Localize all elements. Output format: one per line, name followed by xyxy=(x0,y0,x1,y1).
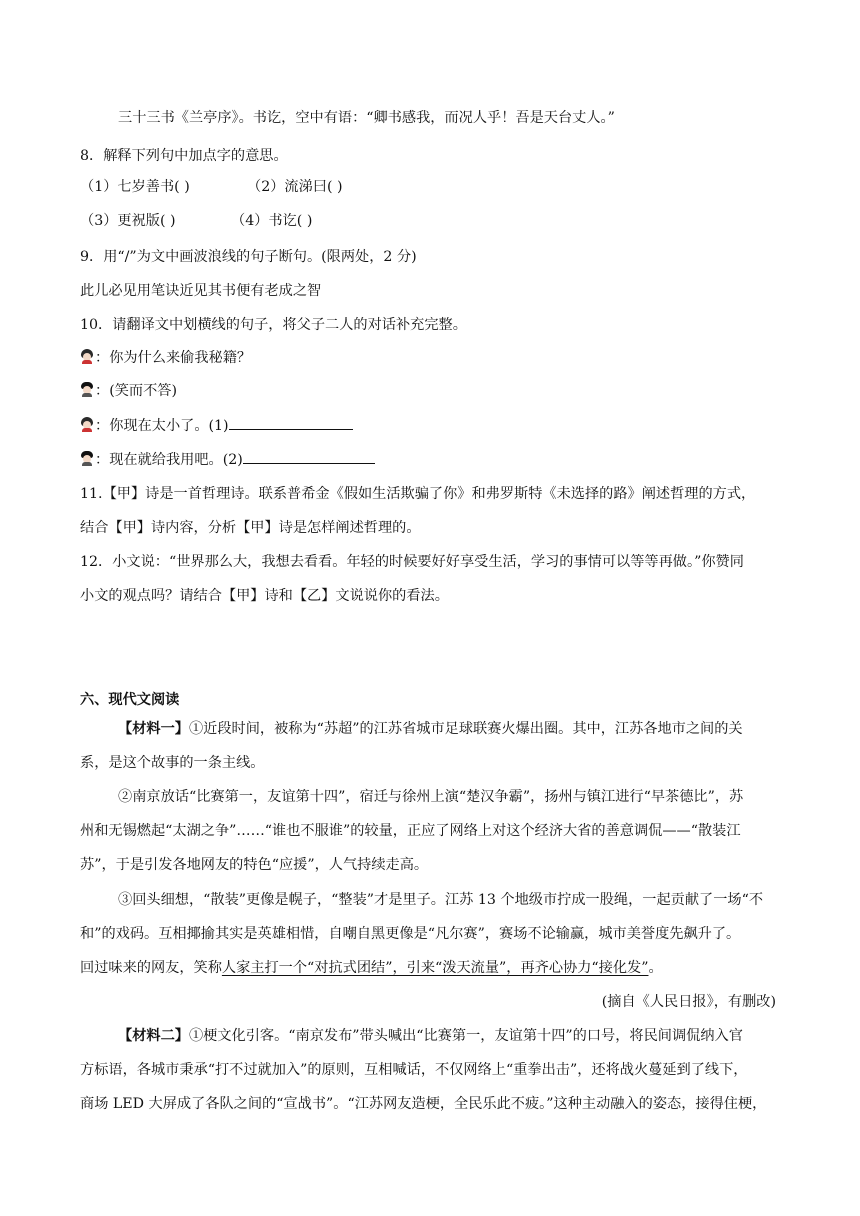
q12-line-2: 小文的观点吗？请结合【甲】诗和【乙】文说说你的看法。 xyxy=(80,588,449,604)
q8-item-1: （1）七岁善书( ) xyxy=(80,179,190,195)
q8-prompt: 8．解释下列句中加点字的意思。 xyxy=(80,148,288,164)
material-2-line-3: 商场 LED 大屏成了各队之间的“宣战书”。“江苏网友造梗，全民乐此不疲。”这种主动融入的姿态，接得住梗， xyxy=(80,1096,767,1112)
plain-text: 回过味来的网友，笑称 xyxy=(80,960,222,976)
q9-sentence: 此儿必见用笔诀近见其书便有老成之智 xyxy=(80,283,322,299)
q10-prompt: 10．请翻译文中划横线的句子，将父子二人的对话补充完整。 xyxy=(80,317,467,333)
material-2-line-2: 方标语，各城市秉承“打不过就加入”的原则，互相喊话，不仅网络上“重拳出击”，还将战火蔓延到了线下， xyxy=(80,1062,748,1078)
dialogue-line-son-2 xyxy=(80,449,375,470)
dialogue-text: ：(笑而不答) xyxy=(95,383,178,399)
material-1-p2-line-3: 苏”，于是引发各地网友的特色“应援”，人气持续走高。 xyxy=(80,857,429,873)
material-1-text: ①近段时间，被称为“苏超”的江苏省城市足球联赛火爆出圈。其中，江苏各地市之间的关 xyxy=(188,721,743,737)
material-1-p3-line-2: 和”的戏码。互相揶揄其实是英雄相惜，自嘲自黑更像是“凡尔赛”，赛场不论输赢，城市美誉度先飙升了。 xyxy=(80,926,741,942)
material-1-line-1 xyxy=(118,719,743,739)
plain-text: 。 xyxy=(648,960,663,976)
dialogue-text: ：现在就给我用吧。(2) xyxy=(95,452,243,468)
material-1-p3-line-3 xyxy=(80,958,663,978)
q12-line-1: 12．小文说：“世界那么大，我想去看看。年轻的时候要好好享受生活，学习的事情可以等等再做。”你赞同 xyxy=(80,554,744,570)
section-heading: 六、现代文阅读 xyxy=(80,692,180,708)
material-1-p2-line-1: ②南京放话“比赛第一，友谊第十四”，宿迁与徐州上演“楚汉争霸”，扬州与镇江进行“早茶德比”，苏 xyxy=(118,789,744,805)
underlined-sentence: 人家主打一个“对抗式团结”，引来“泼天流量”，再齐心协力“接化发” xyxy=(221,960,649,976)
q8-item-2: （2）流涕曰( ) xyxy=(247,179,343,195)
dialogue-text: ：你现在太小了。(1) xyxy=(95,418,229,434)
story-tail-line: 三十三书《兰亭序》。书讫，空中有语：“卿书感我，而况人乎！吾是天台丈人。” xyxy=(118,110,615,126)
material-2-label: 【材料二】 xyxy=(118,1028,189,1044)
q11-line-2: 结合【甲】诗内容，分析【甲】诗是怎样阐述哲理的。 xyxy=(80,520,421,536)
q9-prompt: 9．用“/”为文中画波浪线的句子断句。(限两处，2 分) xyxy=(80,249,417,265)
q8-item-4: （4）书讫( ) xyxy=(231,213,313,229)
dialogue-line-son xyxy=(80,381,177,401)
son-avatar-icon xyxy=(80,451,94,466)
dialogue-line-father-2 xyxy=(80,415,353,436)
answer-blank-2[interactable] xyxy=(243,449,375,464)
material-1-p3-line-1: ③回头细想，“散装”更像是幌子，“整装”才是里子。江苏 13 个地级市拧成一股绳，一起贡献了一场“不 xyxy=(118,892,764,908)
material-2-text: ①梗文化引客。“南京发布”带头喊出“比赛第一，友谊第十四”的口号，将民间调侃纳入官 xyxy=(188,1028,743,1044)
father-avatar-icon xyxy=(80,349,94,364)
material-1-source: (摘自《人民日报》，有删改) xyxy=(601,994,776,1010)
material-1-line-2: 系，是这个故事的一条主线。 xyxy=(80,755,265,771)
material-1-label: 【材料一】 xyxy=(118,721,189,737)
answer-blank-1[interactable] xyxy=(229,415,353,430)
q11-line-1: 11.【甲】诗是一首哲理诗。联系普希金《假如生活欺骗了你》和弗罗斯特《未选择的路》阐述哲理的方式， xyxy=(80,486,756,502)
q8-item-3: （3）更祝版( ) xyxy=(80,213,176,229)
material-2-line-1 xyxy=(118,1026,743,1046)
son-avatar-icon xyxy=(80,382,94,397)
dialogue-text: ：你为什么来偷我秘籍？ xyxy=(95,350,252,366)
material-1-p2-line-2: 州和无锡燃起“太湖之争”……“谁也不服谁”的较量，正应了网络上对这个经济大省的善意调侃——“散装江 xyxy=(80,823,741,839)
dialogue-line-father xyxy=(80,348,251,368)
father-avatar-icon xyxy=(80,417,94,432)
